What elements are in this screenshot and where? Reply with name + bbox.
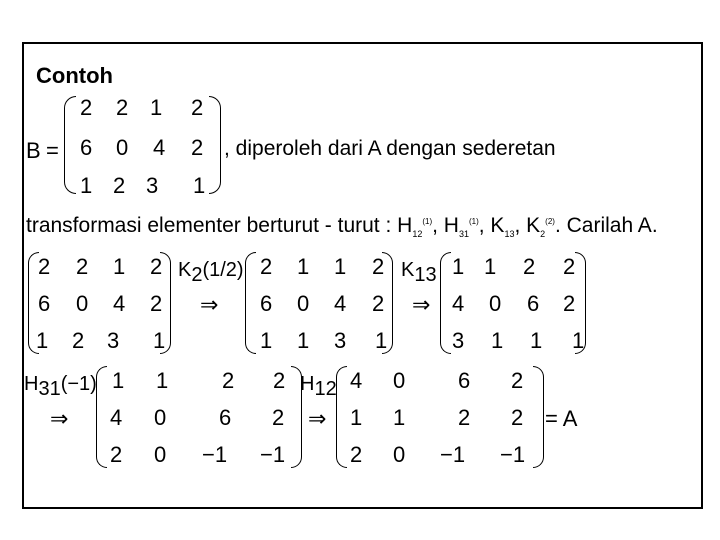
matrix-b-cell: 4 bbox=[153, 135, 166, 160]
matrix-b-cell: 0 bbox=[116, 135, 129, 160]
row2-m1-cell: 0 bbox=[76, 291, 89, 316]
row2-m1-cell: 2 bbox=[150, 254, 163, 279]
row3-m2-cell: 0 bbox=[393, 368, 406, 393]
row2-m2-cell: 2 bbox=[260, 254, 273, 279]
row3-m1-cell: 2 bbox=[272, 405, 285, 430]
row2-m3-cell: 2 bbox=[563, 291, 576, 316]
row3-m2-cell: 4 bbox=[350, 368, 363, 393]
row2-op1-arg: (1/2) bbox=[202, 259, 244, 281]
row3-m1-cell: 1 bbox=[112, 368, 125, 393]
row2-m1-cell: 1 bbox=[113, 254, 126, 279]
k13-subscript: 13 bbox=[504, 229, 515, 240]
slide-title: Contoh bbox=[36, 63, 113, 88]
row2-m3-cell: 1 bbox=[491, 328, 504, 353]
row2-op1-label: K bbox=[178, 259, 192, 281]
matrix-b-cell: 2 bbox=[191, 95, 204, 120]
row3-op2-label: H bbox=[300, 373, 315, 395]
result-equals-a: = A bbox=[545, 406, 578, 431]
row2-m3-cell: 0 bbox=[489, 291, 502, 316]
row2-m3-cell: 1 bbox=[530, 328, 543, 353]
row3-m2-right-paren bbox=[533, 366, 544, 468]
line2-prefix: transformasi elementer berturut - turut : H bbox=[26, 214, 413, 237]
b-label: B bbox=[26, 138, 41, 163]
implies-arrow: ⇒ bbox=[308, 406, 327, 431]
row2-m1-cell: 2 bbox=[72, 328, 85, 353]
matrix-b-cell: 2 bbox=[191, 135, 204, 160]
row3-op1-arg: (−1) bbox=[60, 373, 97, 395]
row2-m1-cell: 4 bbox=[113, 291, 126, 316]
row2-m3-cell: 3 bbox=[452, 328, 465, 353]
row2-m2-cell: 1 bbox=[297, 328, 310, 353]
row2-m2-cell: 1 bbox=[260, 328, 273, 353]
matrix-b-left-paren bbox=[64, 96, 76, 194]
row3-m1-cell: 0 bbox=[154, 442, 167, 467]
row2-m1-cell: 1 bbox=[36, 328, 49, 353]
matrix-b-cell: 2 bbox=[113, 173, 126, 198]
matrix-b-cell: 2 bbox=[116, 95, 129, 120]
row2-m2-cell: 4 bbox=[334, 291, 347, 316]
row3-m1-cell: 0 bbox=[154, 405, 167, 430]
row2-m2-cell: 1 bbox=[375, 328, 388, 353]
row2-op2-subscript: 13 bbox=[414, 264, 437, 286]
implies-arrow: ⇒ bbox=[412, 292, 431, 317]
row3-m2-cell: 2 bbox=[511, 368, 524, 393]
equals-sign: = bbox=[46, 138, 59, 163]
row2-m3-cell: 4 bbox=[452, 291, 465, 316]
k2-label: , K bbox=[514, 214, 541, 237]
row2-m2-cell: 2 bbox=[372, 254, 385, 279]
row2-m1-cell: 1 bbox=[153, 328, 166, 353]
row2-op1-subscript: 2 bbox=[191, 264, 203, 286]
row3-m1-cell: 1 bbox=[156, 368, 169, 393]
row2-m2-cell: 1 bbox=[297, 254, 310, 279]
matrix-b-cell: 1 bbox=[193, 173, 206, 198]
row3-m1-cell: −1 bbox=[202, 442, 228, 467]
implies-arrow: ⇒ bbox=[200, 292, 219, 317]
line1-text: , diperoleh dari A dengan sederetan bbox=[224, 137, 556, 160]
h12-subscript: 12 bbox=[412, 229, 423, 240]
row3-m2-cell: 2 bbox=[458, 405, 471, 430]
row2-m3-cell: 6 bbox=[527, 291, 540, 316]
row3-m2-cell: −1 bbox=[440, 442, 466, 467]
row3-m1-cell: 6 bbox=[219, 405, 232, 430]
row3-m2-cell: 1 bbox=[393, 405, 406, 430]
row3-m2-cell: 2 bbox=[511, 405, 524, 430]
row2-m2-left-paren bbox=[245, 252, 256, 354]
matrix-b-cell: 1 bbox=[80, 173, 93, 198]
k2-subscript: 2 bbox=[540, 229, 546, 240]
row2-m3-cell: 2 bbox=[523, 254, 536, 279]
row2-m1-cell: 2 bbox=[38, 254, 51, 279]
row2-op2 bbox=[401, 260, 437, 285]
row2-m3-cell: 1 bbox=[484, 254, 497, 279]
row3-m2-cell: 0 bbox=[393, 442, 406, 467]
row3-op1 bbox=[24, 374, 97, 399]
implies-arrow: ⇒ bbox=[50, 406, 69, 431]
row2-m2-cell: 0 bbox=[297, 291, 310, 316]
k2-superscript: (2) bbox=[545, 217, 555, 226]
row3-m1-cell: 2 bbox=[110, 442, 123, 467]
row3-op2-subscript: 12 bbox=[314, 378, 337, 400]
matrix-b-cell: 2 bbox=[80, 95, 93, 120]
row3-m2-cell: 6 bbox=[458, 368, 471, 393]
row3-m2-cell: −1 bbox=[500, 442, 526, 467]
line2-suffix: . Carilah A. bbox=[554, 214, 658, 237]
row3-m1-cell: 2 bbox=[273, 368, 286, 393]
row2-m1-cell: 3 bbox=[107, 328, 120, 353]
row2-m3-left-paren bbox=[440, 252, 451, 354]
row3-m1-cell: −1 bbox=[260, 442, 286, 467]
row3-m1-left-paren bbox=[96, 366, 107, 468]
row2-m3-cell: 1 bbox=[572, 328, 585, 353]
row2-op1 bbox=[178, 260, 244, 285]
h12-superscript: (1) bbox=[422, 217, 433, 226]
row3-op1-label: H bbox=[24, 373, 39, 395]
h31-label: , H bbox=[432, 214, 459, 237]
row3-m1-cell: 4 bbox=[110, 405, 123, 430]
matrix-b-cell: 3 bbox=[146, 173, 159, 198]
matrix-b-cell: 1 bbox=[150, 95, 163, 120]
row2-m1-cell: 6 bbox=[38, 291, 51, 316]
row2-m3-cell: 2 bbox=[563, 254, 576, 279]
matrix-b-cell: 6 bbox=[80, 135, 93, 160]
row2-m2-cell: 2 bbox=[372, 291, 385, 316]
matrix-b-right-paren bbox=[209, 96, 221, 194]
row3-op2 bbox=[300, 374, 337, 399]
row3-m1-cell: 2 bbox=[222, 368, 235, 393]
h31-superscript: (1) bbox=[468, 217, 479, 226]
h31-subscript: 31 bbox=[458, 229, 469, 240]
row3-op1-subscript: 31 bbox=[38, 378, 61, 400]
row2-m2-cell: 3 bbox=[334, 328, 347, 353]
row3-m2-left-paren bbox=[336, 366, 347, 468]
row2-m1-cell: 2 bbox=[76, 254, 89, 279]
row2-m2-cell: 1 bbox=[334, 254, 347, 279]
row2-op2-label: K bbox=[401, 259, 415, 281]
row2-m2-cell: 6 bbox=[260, 291, 273, 316]
row3-m2-cell: 1 bbox=[350, 405, 363, 430]
line2-text bbox=[26, 215, 658, 239]
row2-m1-cell: 2 bbox=[150, 291, 163, 316]
row2-m3-cell: 1 bbox=[452, 254, 465, 279]
row3-m2-cell: 2 bbox=[350, 442, 363, 467]
k13-label: , K bbox=[478, 214, 505, 237]
